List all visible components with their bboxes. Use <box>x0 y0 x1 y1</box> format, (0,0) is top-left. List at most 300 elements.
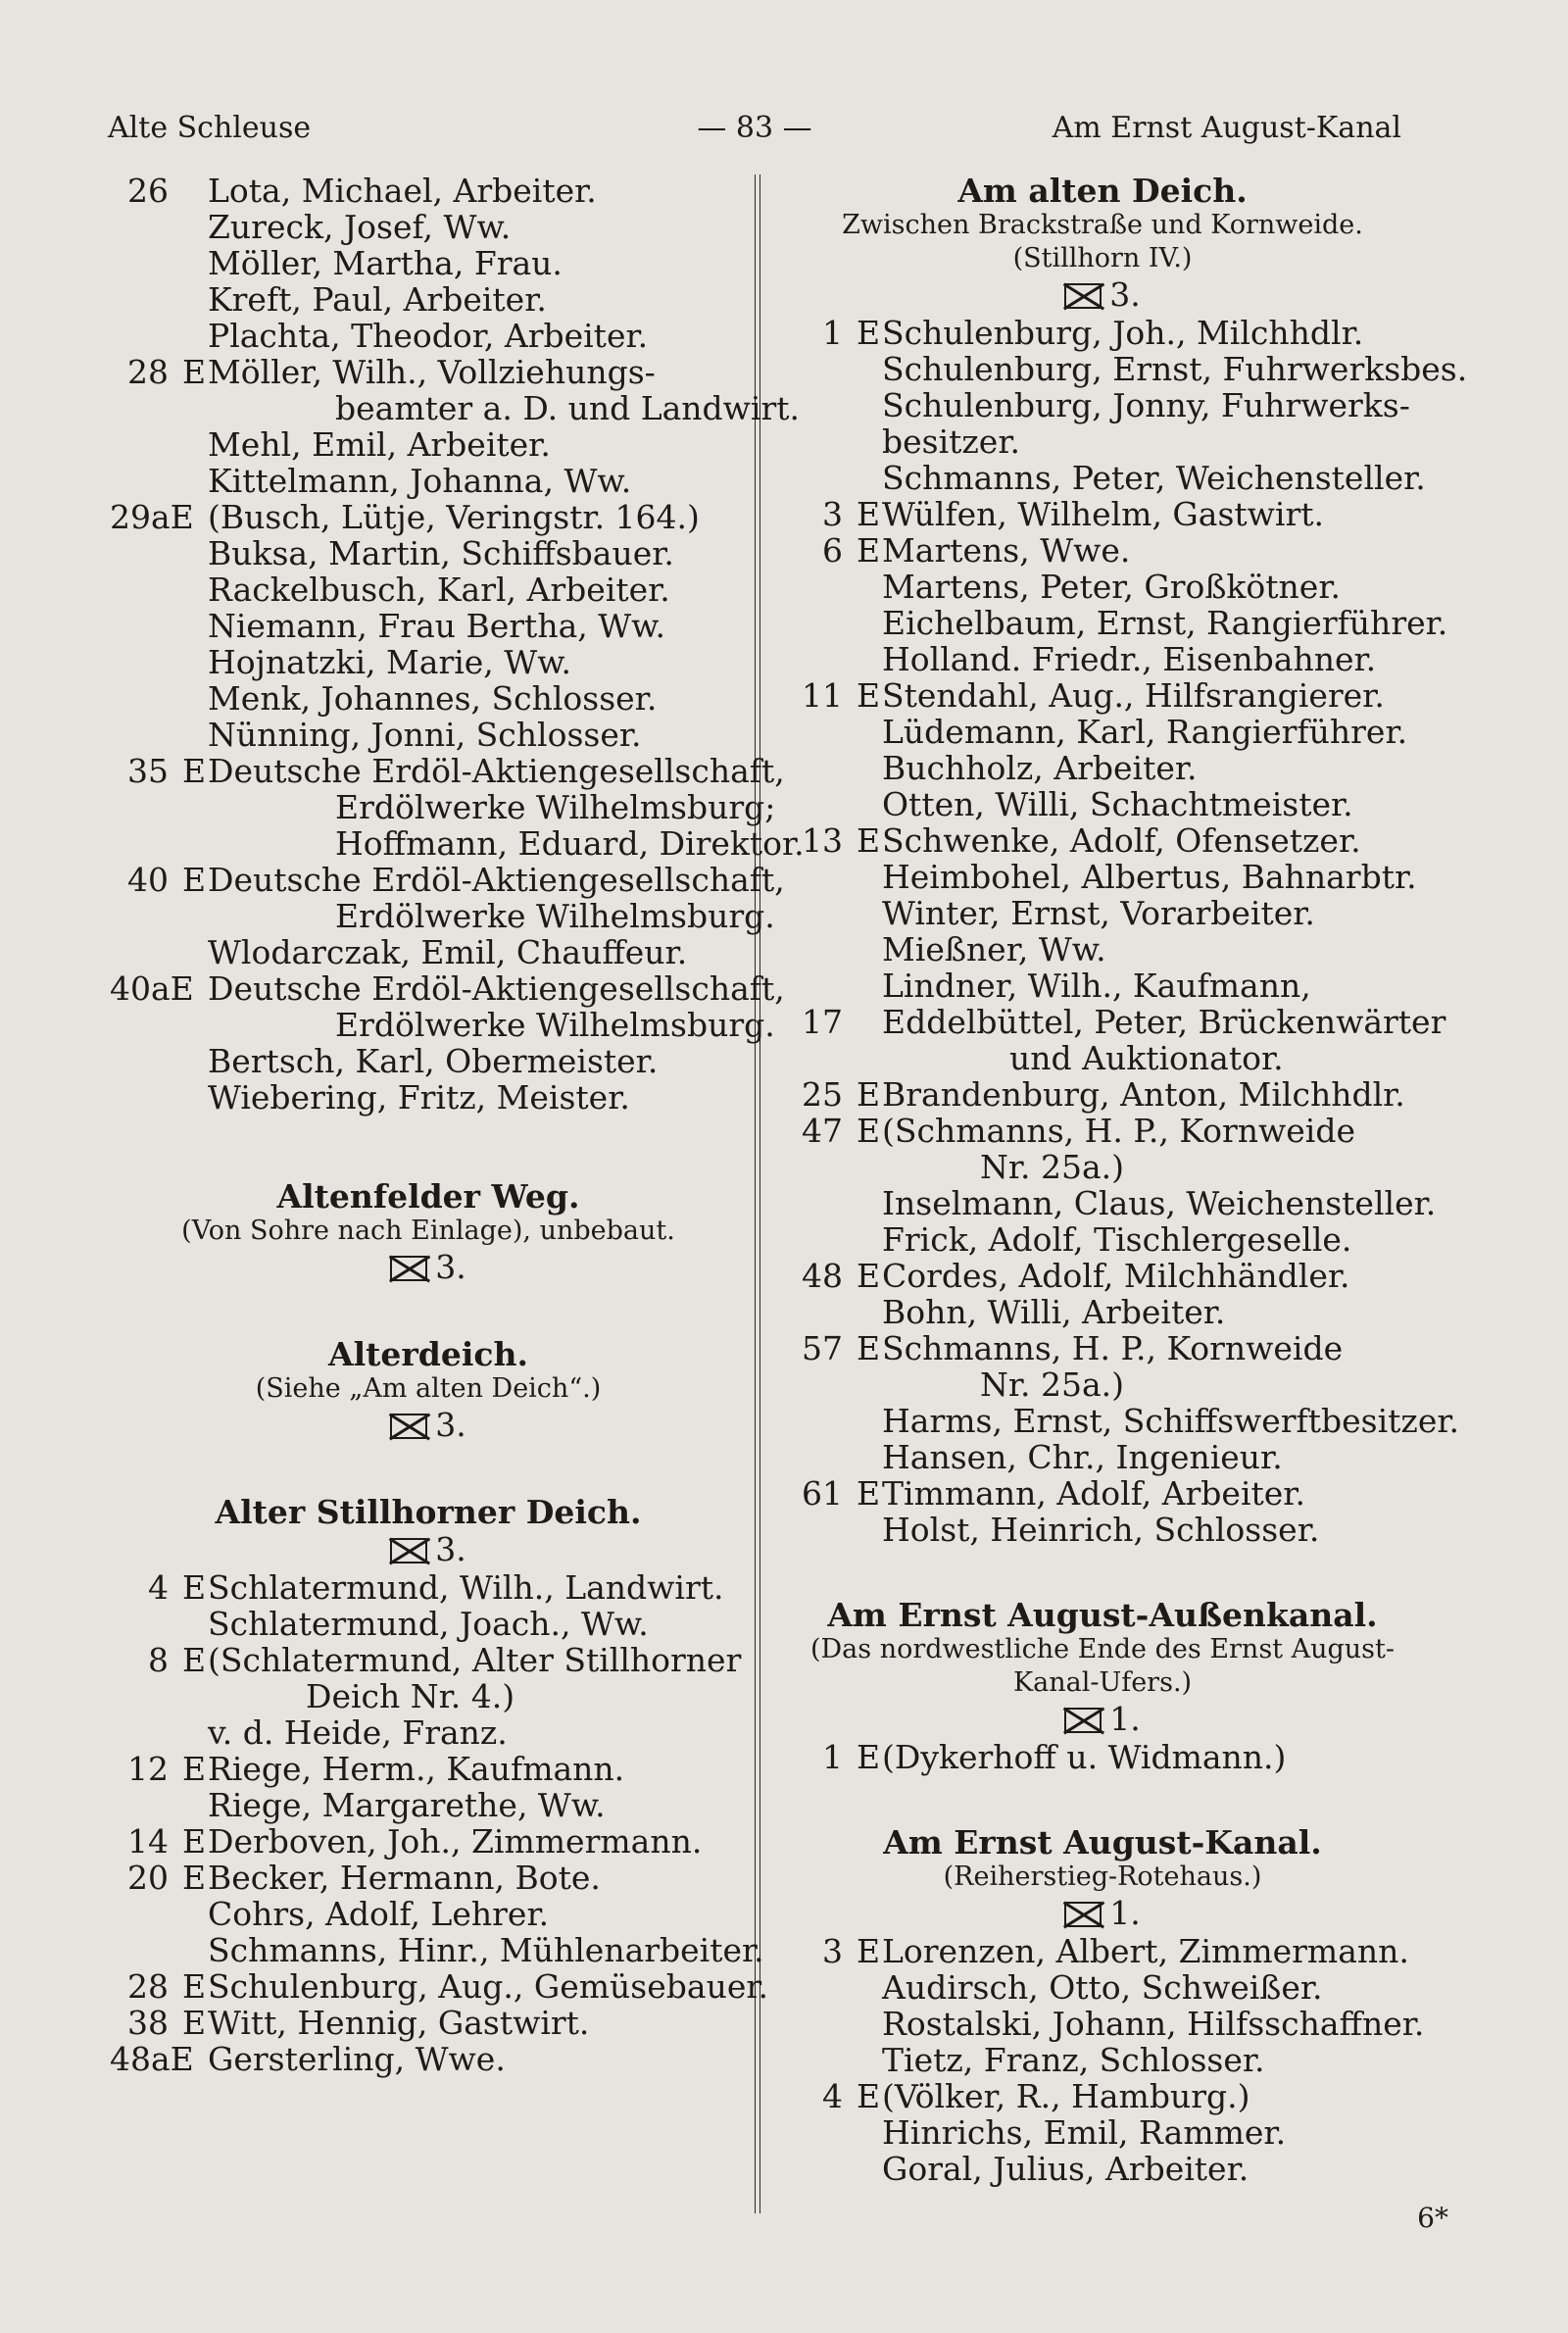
directory-entry <box>110 1606 747 1642</box>
resident-name: Buchholz, Arbeiter. <box>882 749 1198 787</box>
resident-name: Holland. Friedr., Eisenbahner. <box>882 640 1377 678</box>
house-number: 38 <box>127 2004 169 2042</box>
envelope-icon <box>390 1256 427 1281</box>
house-number <box>784 1439 843 1475</box>
resident-name: Zureck, Josef, Ww. <box>208 208 512 246</box>
owner-mark: E <box>857 676 881 715</box>
owner-mark: E <box>182 1822 207 1861</box>
owner-mark <box>857 895 882 931</box>
owner-mark <box>857 1969 882 2006</box>
directory-entry <box>110 571 747 608</box>
resident-name: Timmann, Adolf, Arbeiter. <box>882 1474 1305 1513</box>
resident-name: Buksa, Martin, Schiffsbauer. <box>208 534 674 572</box>
directory-entry <box>784 604 1448 642</box>
owner-mark: E <box>857 1075 881 1114</box>
directory-entry <box>784 859 1421 895</box>
house-number <box>110 535 169 571</box>
directory-entry <box>784 1475 1421 1512</box>
resident-name: Martens, Wwe. <box>882 531 1131 570</box>
house-number <box>110 1896 169 1932</box>
envelope-icon <box>1064 1902 1102 1927</box>
resident-name: Cordes, Adolf, Milchhändler. <box>882 1257 1350 1295</box>
owner-mark: E <box>182 2004 207 2042</box>
directory-entry <box>110 934 747 970</box>
house-number <box>110 1787 169 1823</box>
owner-mark <box>857 641 882 677</box>
house-number: 28 <box>127 353 169 391</box>
resident-name: Schulenburg, Ernst, Fuhrwerksbes. <box>882 350 1468 388</box>
resident-name: Riege, Herm., Kaufmann. <box>208 1750 625 1788</box>
resident-name: Cohrs, Adolf, Lehrer. <box>208 1895 550 1933</box>
directory-entry <box>784 1439 1421 1475</box>
house-number <box>784 931 843 968</box>
directory-entry <box>784 641 1421 677</box>
resident-name: Schulenburg, Joh., Milchhdlr. <box>882 314 1364 352</box>
house-number: 17 <box>802 1003 843 1041</box>
resident-name: Hansen, Chr., Ingenieur. <box>882 1438 1283 1476</box>
owner-mark <box>182 535 208 571</box>
resident-name: Kittelmann, Johanna, Ww. <box>208 462 632 500</box>
directory-entry <box>784 1113 1421 1149</box>
owner-mark <box>857 387 882 423</box>
owner-mark <box>182 1787 208 1823</box>
street-description: (Siehe „Am alten Deich“.) <box>255 1373 602 1404</box>
owner-mark: E <box>182 353 207 391</box>
resident-name: Kreft, Paul, Arbeiter. <box>208 280 547 319</box>
house-number <box>784 387 843 423</box>
resident-name: Nünning, Jonni, Schlosser. <box>208 716 642 754</box>
house-number <box>110 318 169 354</box>
directory-entry <box>110 1896 747 1932</box>
house-number <box>784 1221 843 1258</box>
house-number: 29aE <box>110 498 194 536</box>
directory-entry <box>110 1860 747 1896</box>
resident-name: besitzer. <box>882 422 1020 461</box>
resident-name: Wülfen, Wilhelm, Gastwirt. <box>882 495 1324 533</box>
owner-mark: E <box>857 531 881 570</box>
owner-mark <box>857 1512 882 1548</box>
resident-name: Nr. 25a.) <box>980 1148 1125 1186</box>
directory-entry <box>784 387 1421 423</box>
directory-entry <box>784 2005 1425 2043</box>
postal-zone: 1. <box>784 1894 1421 1933</box>
directory-entry <box>784 1969 1421 2006</box>
directory-entry <box>110 318 747 354</box>
house-number <box>110 644 169 680</box>
resident-name: beamter a. D. und Landwirt. <box>335 389 801 427</box>
directory-entry <box>110 608 747 644</box>
resident-name: Rostalski, Johann, Hilfsschaffner. <box>882 2005 1425 2043</box>
page-header <box>108 111 1401 154</box>
owner-mark: E <box>857 1112 881 1150</box>
owner-mark <box>182 789 208 825</box>
owner-mark <box>182 934 208 970</box>
resident-name: Stendahl, Aug., Hilfsrangierer. <box>882 676 1385 715</box>
left-column <box>110 172 805 2078</box>
directory-entry <box>784 1402 1459 1440</box>
resident-name: Deich Nr. 4.) <box>306 1677 515 1715</box>
owner-mark <box>857 2006 882 2042</box>
resident-name: Becker, Hermann, Bote. <box>208 1859 601 1897</box>
resident-name: Schulenburg, Jonny, Fuhrwerks- <box>882 386 1410 424</box>
house-number <box>110 571 169 608</box>
house-number <box>110 426 169 463</box>
house-number <box>784 2114 843 2151</box>
directory-entry <box>110 2005 747 2041</box>
entry-list <box>784 314 1468 1549</box>
owner-mark <box>857 2151 882 2187</box>
owner-mark <box>857 859 882 895</box>
resident-name: Hinrichs, Emil, Rammer. <box>882 2113 1287 2152</box>
resident-name: Wiebering, Fritz, Meister. <box>208 1078 630 1117</box>
resident-name: Erdölwerke Wilhelmsburg. <box>335 897 775 935</box>
house-number <box>784 968 843 1004</box>
house-number <box>110 789 169 825</box>
owner-mark <box>182 825 208 862</box>
postal-zone: 3. <box>784 275 1421 315</box>
directory-entry <box>110 717 747 753</box>
directory-entry <box>784 2114 1421 2151</box>
directory-entry <box>110 1751 747 1787</box>
resident-name: Schmanns, Hinr., Mühlenarbeiter. <box>208 1931 764 1969</box>
resident-name: Menk, Johannes, Schlosser. <box>208 679 658 718</box>
house-number: 3 <box>822 495 843 533</box>
house-number: 4 <box>148 1568 169 1607</box>
resident-name: Bertsch, Karl, Obermeister. <box>208 1042 659 1080</box>
directory-entry <box>784 459 1426 497</box>
owner-mark <box>182 1678 208 1714</box>
owner-mark: E <box>857 1257 881 1295</box>
house-number <box>784 460 843 496</box>
directory-entry <box>110 499 747 535</box>
house-number <box>784 351 843 387</box>
owner-mark <box>857 1294 882 1330</box>
directory-entry <box>110 426 747 463</box>
resident-name: Möller, Martha, Frau. <box>208 244 563 282</box>
entry-list <box>110 1568 768 2078</box>
directory-entry <box>784 2042 1421 2078</box>
resident-name: Schlatermund, Wilh., Landwirt. <box>208 1568 724 1607</box>
street-description: Zwischen Brackstraße und Kornweide. <box>842 210 1363 240</box>
resident-name: Tietz, Franz, Schlosser. <box>882 2041 1265 2079</box>
owner-mark <box>182 426 208 463</box>
directory-entry <box>110 1931 764 1969</box>
entry-list <box>784 1932 1425 2188</box>
resident-name: Deutsche Erdöl-Aktiengesellschaft, <box>208 752 785 790</box>
resident-name: (Völker, R., Hamburg.) <box>882 2077 1250 2115</box>
owner-mark: E <box>182 752 207 790</box>
directory-entry <box>784 315 1421 351</box>
directory-entry <box>110 1642 747 1678</box>
directory-entry <box>110 644 747 680</box>
owner-mark <box>182 1606 208 1642</box>
house-number: 12 <box>127 1750 169 1788</box>
house-number <box>784 569 843 605</box>
directory-entry <box>110 680 747 717</box>
directory-entry <box>784 1076 1421 1113</box>
house-number <box>110 1714 169 1751</box>
directory-entry <box>784 786 1421 822</box>
directory-entry <box>110 788 776 826</box>
owner-mark <box>857 1149 882 1185</box>
directory-entry <box>110 824 805 863</box>
directory-entry <box>784 968 1421 1004</box>
directory-entry <box>784 931 1421 968</box>
postal-zone: 1. <box>784 1700 1421 1739</box>
directory-entry <box>784 822 1421 859</box>
resident-name: Audirsch, Otto, Schweißer. <box>882 1968 1323 2007</box>
owner-mark <box>182 717 208 753</box>
resident-name: Frick, Adolf, Tischlergeselle. <box>882 1220 1352 1259</box>
owner-mark: E <box>857 2077 881 2115</box>
owner-mark <box>182 281 208 318</box>
postal-zone: 3. <box>110 1530 747 1569</box>
resident-name: Möller, Wilh., Vollziehungs- <box>208 353 656 391</box>
house-number: 47 <box>802 1112 843 1150</box>
house-number <box>784 423 843 460</box>
directory-entry <box>110 752 785 790</box>
resident-name: Erdölwerke Wilhelmsburg; <box>335 788 776 826</box>
sheet-signature: 6* <box>1417 2202 1448 2234</box>
owner-mark: E <box>857 1932 881 1970</box>
resident-name: (Schmanns, H. P., Kornweide <box>882 1112 1355 1150</box>
street-description: (Stillhorn IV.) <box>1012 243 1193 273</box>
resident-name: Eichelbaum, Ernst, Rangierführer. <box>882 604 1448 642</box>
directory-entry <box>784 532 1421 569</box>
directory-entry <box>784 496 1421 532</box>
house-number <box>110 1606 169 1642</box>
directory-entry <box>110 245 747 281</box>
directory-entry <box>110 1714 747 1751</box>
house-number <box>784 1969 843 2006</box>
house-number: 1 <box>822 1738 843 1776</box>
house-number <box>110 934 169 970</box>
owner-mark <box>182 499 208 535</box>
owner-mark <box>857 750 882 786</box>
house-number <box>110 608 169 644</box>
resident-name: Schwenke, Adolf, Ofensetzer. <box>882 821 1361 860</box>
house-number: 48 <box>802 1257 843 1295</box>
directory-entry <box>110 1079 747 1116</box>
directory-entry <box>110 1043 747 1079</box>
house-number <box>784 1512 843 1548</box>
resident-name: Bohn, Willi, Arbeiter. <box>882 1293 1226 1331</box>
house-number <box>110 717 169 753</box>
envelope-icon <box>1064 283 1102 309</box>
owner-mark <box>182 898 208 934</box>
resident-name: Witt, Hennig, Gastwirt. <box>208 2004 590 2042</box>
owner-mark: E <box>857 1738 881 1776</box>
house-number <box>784 750 843 786</box>
house-number <box>784 1149 843 1185</box>
owner-mark: E <box>857 314 881 352</box>
owner-mark <box>857 569 882 605</box>
resident-name: Holst, Heinrich, Schlosser. <box>882 1511 1320 1549</box>
directory-entry <box>784 1149 1421 1185</box>
postal-zone: 3. <box>110 1406 747 1445</box>
directory-entry <box>784 2151 1421 2187</box>
house-number: 14 <box>127 1822 169 1861</box>
owner-mark <box>182 245 208 281</box>
house-number <box>110 825 169 862</box>
house-number <box>110 1678 169 1714</box>
owner-mark <box>857 714 882 750</box>
right-column <box>784 172 1468 2188</box>
resident-name: Schmanns, Peter, Weichensteller. <box>882 459 1426 497</box>
owner-mark <box>182 173 208 209</box>
resident-name: Mießner, Ww. <box>882 930 1106 968</box>
resident-name: Brandenburg, Anton, Milchhdlr. <box>882 1075 1405 1114</box>
owner-mark: E <box>182 1641 207 1679</box>
resident-name: Lüdemann, Karl, Rangierführer. <box>882 713 1408 751</box>
house-number <box>784 859 843 895</box>
directory-entry <box>110 1006 775 1044</box>
house-number <box>784 1040 843 1076</box>
directory-entry <box>784 1512 1421 1548</box>
house-number <box>784 2006 843 2042</box>
owner-mark <box>857 931 882 968</box>
envelope-icon <box>1064 1708 1102 1733</box>
resident-name: Deutsche Erdöl-Aktiengesellschaft, <box>208 861 785 899</box>
house-number <box>110 463 169 499</box>
owner-mark <box>182 463 208 499</box>
house-number <box>784 895 843 931</box>
resident-name: Hojnatzki, Marie, Ww. <box>208 643 572 681</box>
resident-name: Plachta, Theodor, Arbeiter. <box>208 317 649 355</box>
owner-mark <box>182 644 208 680</box>
owner-mark <box>857 605 882 641</box>
directory-entry <box>110 2041 747 2077</box>
resident-name: und Auktionator. <box>1009 1039 1284 1077</box>
directory-entry <box>784 1003 1446 1041</box>
postal-zone: 3. <box>110 1248 747 1287</box>
resident-name: Erdölwerke Wilhelmsburg. <box>335 1006 775 1044</box>
directory-entry <box>784 714 1421 750</box>
house-number: 48aE <box>110 2040 194 2078</box>
owner-mark: E <box>182 1568 207 1607</box>
owner-mark <box>857 1403 882 1439</box>
column-divider <box>755 174 760 2213</box>
street-heading: Am Ernst August-Außenkanal. <box>827 1596 1378 1634</box>
directory-entry <box>784 1184 1437 1222</box>
house-number <box>784 1294 843 1330</box>
owner-mark <box>857 460 882 496</box>
house-number: 28 <box>127 1967 169 2006</box>
envelope-icon <box>390 1414 427 1439</box>
directory-entry <box>784 1739 1421 1775</box>
resident-name: v. d. Heide, Franz. <box>208 1713 508 1752</box>
house-number <box>784 605 843 641</box>
owner-mark <box>182 1007 208 1043</box>
resident-name: Schmanns, H. P., Kornweide <box>882 1329 1344 1367</box>
resident-name: Lota, Michael, Arbeiter. <box>208 172 597 210</box>
resident-name: (Busch, Lütje, Veringstr. 164.) <box>208 498 700 536</box>
house-number <box>784 2151 843 2187</box>
directory-entry <box>110 1569 747 1606</box>
resident-name: Deutsche Erdöl-Aktiengesellschaft, <box>208 969 785 1008</box>
owner-mark <box>857 1040 882 1076</box>
house-number: 6 <box>822 531 843 570</box>
house-number <box>110 1079 169 1116</box>
owner-mark <box>857 968 882 1004</box>
house-number: 8 <box>148 1641 169 1679</box>
resident-name: Hoffmann, Eduard, Direktor. <box>335 824 805 863</box>
street-description: (Von Sohre nach Einlage), unbebaut. <box>181 1216 675 1246</box>
house-number <box>110 209 169 245</box>
owner-mark: E <box>182 861 207 899</box>
owner-mark <box>857 1004 882 1040</box>
house-number: 61 <box>802 1474 843 1513</box>
directory-entry <box>784 1933 1421 1969</box>
house-number <box>784 2042 843 2078</box>
owner-mark <box>182 1043 208 1079</box>
resident-name: Otten, Willi, Schachtmeister. <box>882 785 1353 823</box>
directory-entry <box>110 209 747 245</box>
owner-mark <box>182 1714 208 1751</box>
owner-mark <box>182 1932 208 1968</box>
street-description: (Das nordwestliche Ende des Ernst August- <box>809 1634 1396 1664</box>
owner-mark <box>182 390 208 426</box>
owner-mark <box>857 351 882 387</box>
envelope-icon <box>390 1538 427 1564</box>
street-heading: Am Ernst August-Kanal. <box>883 1823 1322 1861</box>
owner-mark <box>182 1896 208 1932</box>
directory-entry <box>110 1967 768 2006</box>
house-number: 26 <box>127 172 169 210</box>
directory-entry <box>784 1330 1421 1366</box>
directory-entry <box>784 677 1421 714</box>
owner-mark: E <box>857 821 881 860</box>
directory-entry <box>110 281 747 318</box>
owner-mark: E <box>857 1474 881 1513</box>
resident-name: Lindner, Wilh., Kaufmann, <box>882 967 1311 1005</box>
resident-name: Wlodarczak, Emil, Chauffeur. <box>208 933 688 971</box>
directory-entry <box>784 1294 1421 1330</box>
resident-name: Eddelbüttel, Peter, Brückenwärter <box>882 1003 1446 1041</box>
house-number: 40aE <box>110 969 194 1008</box>
street-description: Kanal-Ufers.) <box>1012 1667 1193 1698</box>
resident-name: Lorenzen, Albert, Zimmermann. <box>882 1932 1409 1970</box>
resident-name: Heimbohel, Albertus, Bahnarbtr. <box>882 858 1417 896</box>
directory-entry <box>110 354 747 390</box>
directory-entry <box>784 895 1421 931</box>
owner-mark: E <box>857 1329 881 1367</box>
resident-name: Winter, Ernst, Vorarbeiter. <box>882 894 1315 932</box>
resident-name: Gersterling, Wwe. <box>208 2040 506 2078</box>
house-number: 20 <box>127 1859 169 1897</box>
resident-name: Derboven, Joh., Zimmermann. <box>208 1822 703 1861</box>
house-number <box>110 898 169 934</box>
house-number <box>110 245 169 281</box>
owner-mark <box>182 1079 208 1116</box>
owner-mark: E <box>182 1967 207 2006</box>
house-number: 4 <box>822 2077 843 2115</box>
directory-entry <box>110 1678 747 1714</box>
house-number: 11 <box>802 676 843 715</box>
owner-mark: E <box>857 495 881 533</box>
street-heading: Alter Stillhorner Deich. <box>215 1493 642 1531</box>
house-number <box>784 786 843 822</box>
house-number <box>784 714 843 750</box>
owner-mark <box>182 318 208 354</box>
resident-name: Niemann, Frau Bertha, Ww. <box>208 607 665 645</box>
resident-name: Schlatermund, Joach., Ww. <box>208 1605 649 1643</box>
directory-entry <box>110 173 747 209</box>
resident-name: Nr. 25a.) <box>980 1365 1125 1404</box>
directory-entry <box>784 569 1421 605</box>
resident-name: Rackelbusch, Karl, Arbeiter. <box>208 571 670 609</box>
directory-entry <box>784 423 1421 460</box>
